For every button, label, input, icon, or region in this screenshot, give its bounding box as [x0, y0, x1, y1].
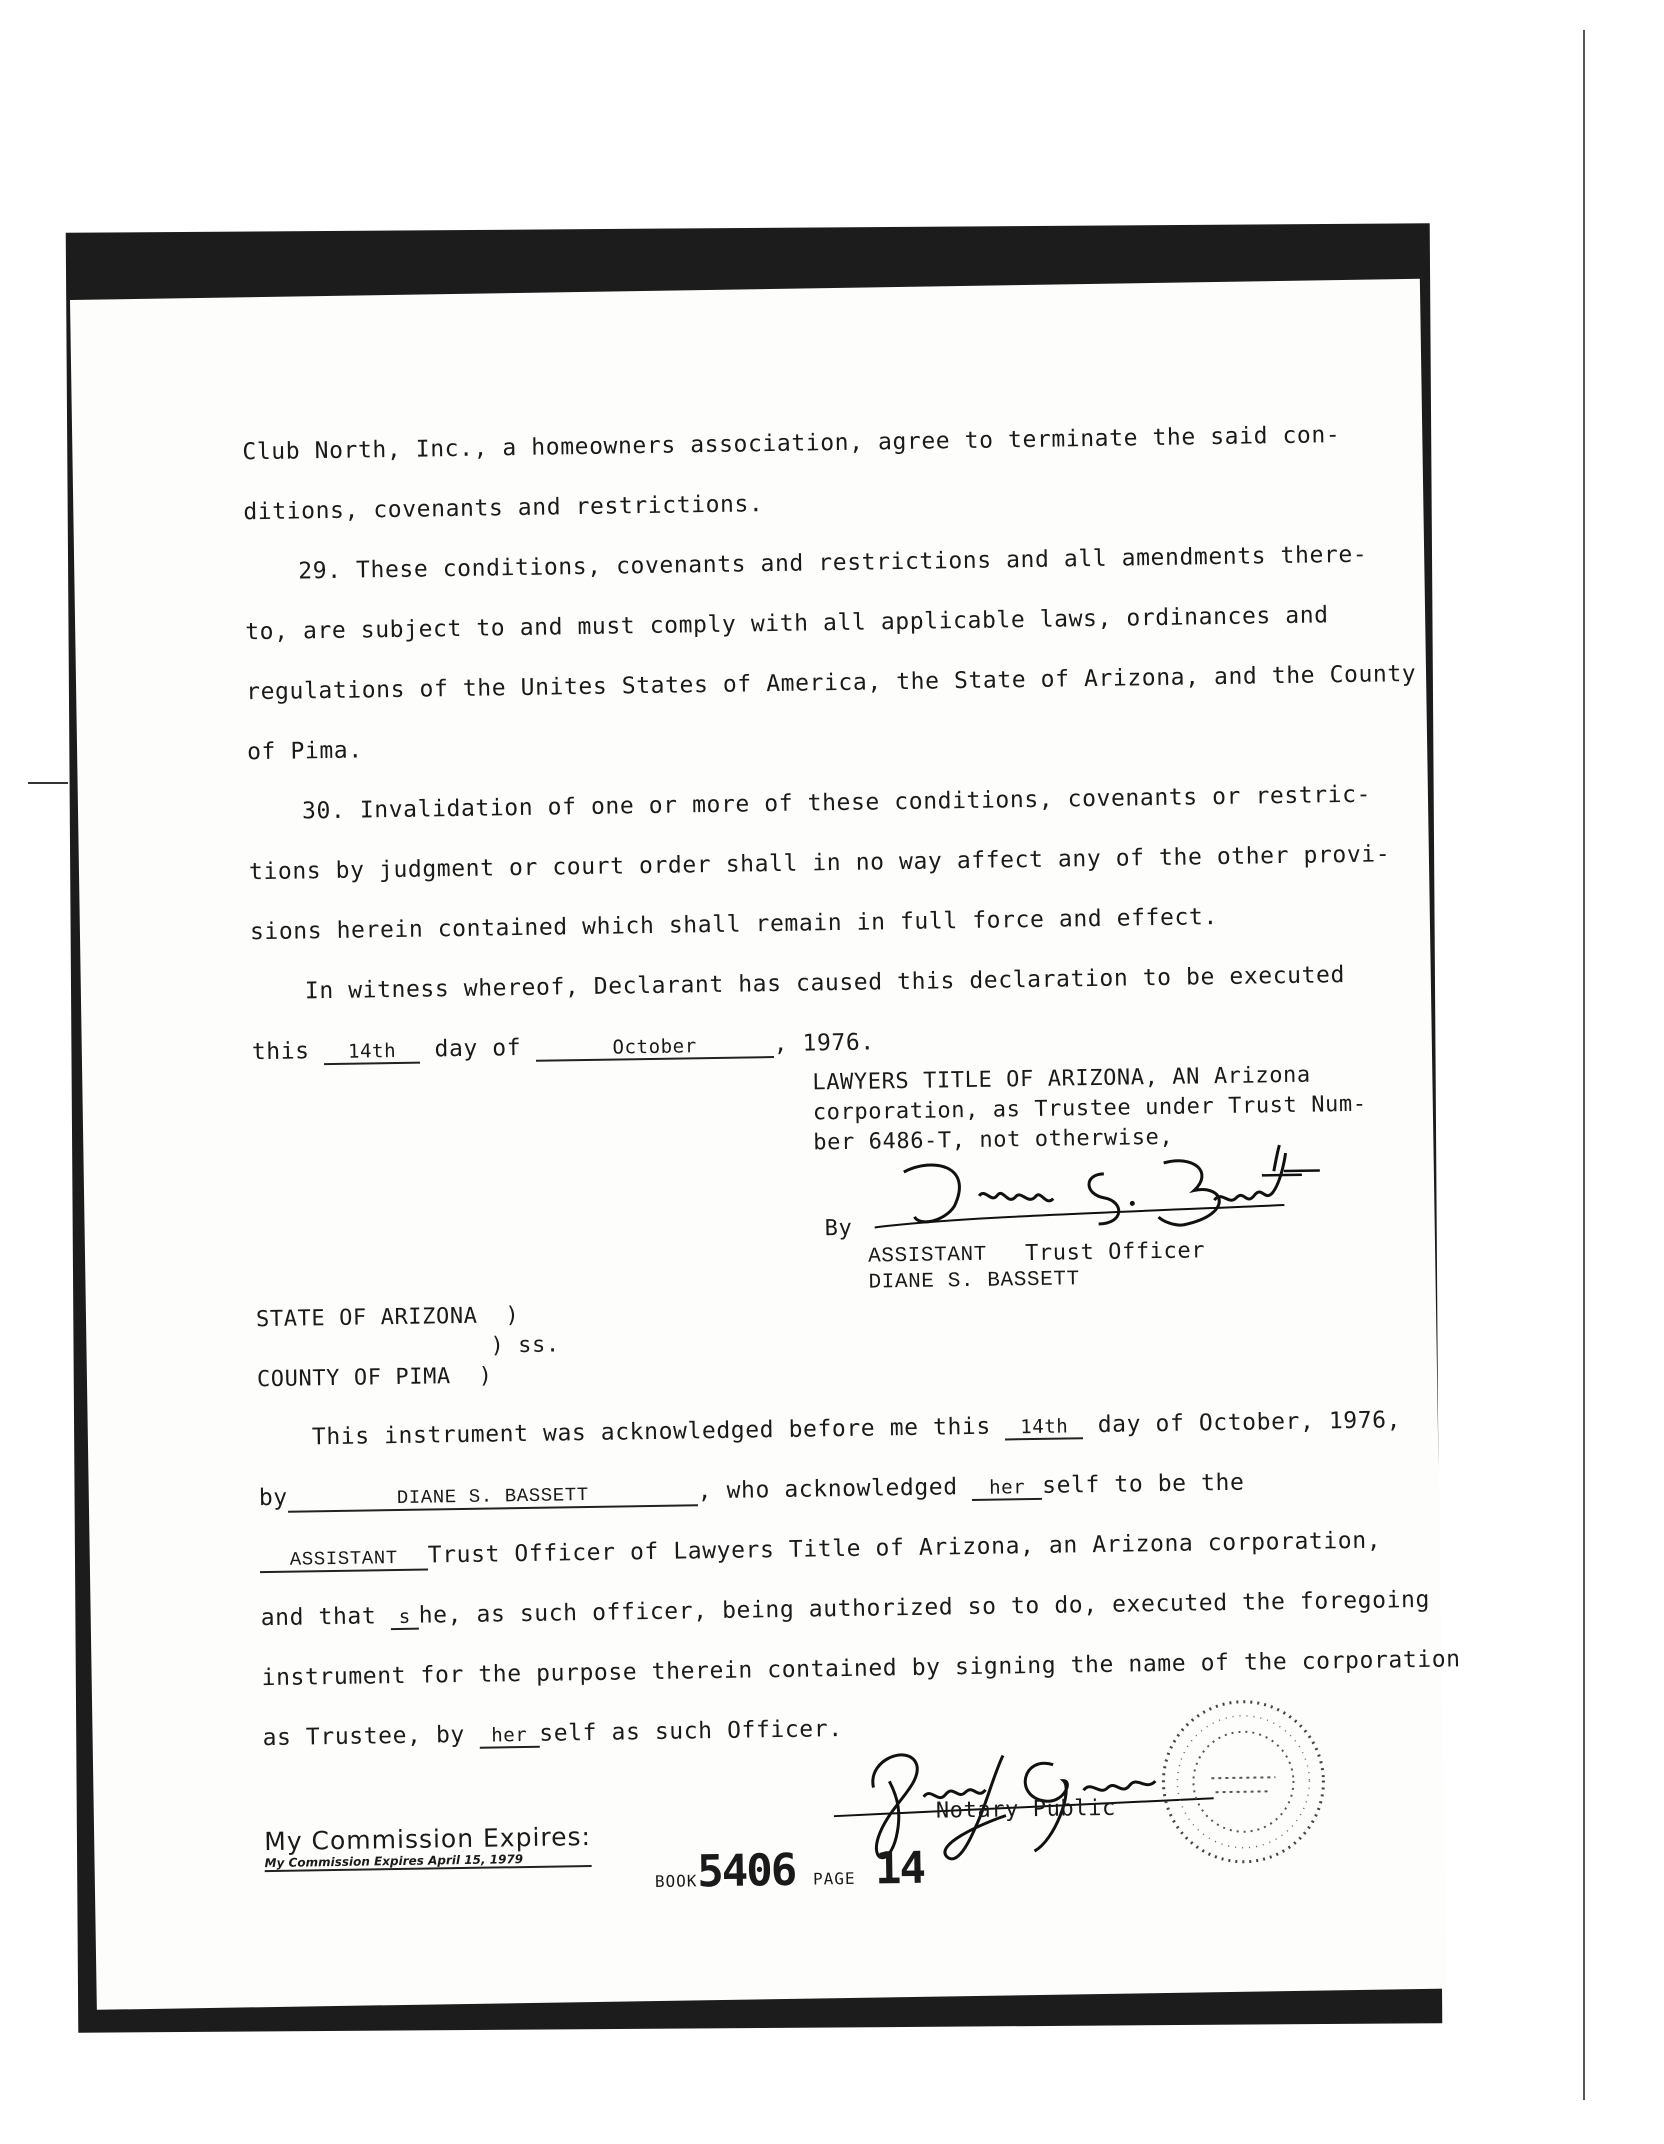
ack-text: self to be the	[1041, 1469, 1245, 1499]
recording-reference	[654, 1843, 924, 1898]
execution-month-blank: October	[535, 1034, 773, 1062]
ack-line-5: instrument for the purpose therein contained by signing the name of the corporation	[261, 1646, 1461, 1692]
body-line: tions by judgment or court order shall in no way affect any of the other provi-	[248, 841, 1391, 886]
venue-state-label: STATE OF ARIZONA	[255, 1303, 478, 1333]
trustee-name-typed: DIANE S. BASSETT	[868, 1268, 1080, 1295]
book-label: BOOK	[654, 1871, 698, 1892]
document-page	[70, 279, 1461, 2010]
ack-text: and that	[260, 1603, 377, 1632]
body-line: ditions, covenants and restrictions.	[243, 491, 764, 526]
ack-line-3	[260, 1528, 1382, 1574]
trustee-line: corporation, as Trustee under Trust Num-	[812, 1091, 1367, 1126]
ack-text: Trust Officer of Lawyers Title of Arizona, an Arizona corporation,	[427, 1527, 1382, 1569]
venue-state	[256, 1303, 520, 1332]
body-line: 30. Invalidation of one or more of these conditions, covenants or restric-	[301, 781, 1372, 825]
ack-line-1	[312, 1407, 1402, 1451]
notary-seal-image	[1152, 1690, 1335, 1873]
commission-expiry-stamp: My Commission Expires April 15, 1979	[264, 1851, 591, 1872]
trustee-title-printed: Trust Officer	[1024, 1238, 1206, 1267]
ack-text: , who acknowledged	[697, 1474, 958, 1505]
execution-date-line	[252, 1029, 875, 1066]
venue-paren: )	[505, 1303, 520, 1329]
trustee-line: ber 6486-T, not otherwise,	[813, 1124, 1174, 1156]
ack-text: as Trustee, by	[262, 1721, 466, 1752]
scan-margin-tick	[28, 782, 68, 784]
ack-text: self as such Officer.	[539, 1716, 843, 1747]
signature-text: Diane S. Bassett	[874, 1237, 909, 1244]
body-line: In witness whereof, Declarant has caused this declaration to be executed	[304, 962, 1346, 1005]
trustee-signature-image	[863, 1139, 1385, 1247]
venue-county	[257, 1363, 493, 1392]
body-line: 29. These conditions, covenants and restrictions and all amendments there-	[298, 541, 1368, 585]
venue-paren: )	[478, 1363, 493, 1389]
ack-text: by	[258, 1484, 288, 1512]
execution-prefix: this	[251, 1038, 310, 1066]
ack-text: This instrument was acknowledged before me this	[311, 1413, 992, 1451]
body-line: Club North, Inc., a homeowners association, agree to terminate the said con-	[242, 422, 1341, 466]
ack-day-blank: 14th	[1005, 1415, 1083, 1440]
ack-line-2	[259, 1470, 1245, 1513]
notary-public-label: Notary Public	[935, 1795, 1117, 1824]
execution-day-blank: 14th	[324, 1040, 420, 1066]
ack-pronoun-blank: her	[479, 1724, 539, 1749]
scan-margin-line	[1583, 30, 1585, 2100]
ack-pronoun-blank: her	[972, 1476, 1042, 1501]
trustee-title-typed: ASSISTANT	[867, 1243, 988, 1269]
body-line: to, are subject to and must comply with all applicable laws, ordinances and	[245, 602, 1329, 646]
ack-text: he, as such officer, being authorized so to do, executed the foregoing	[418, 1586, 1431, 1629]
ack-line-6	[262, 1716, 842, 1752]
body-line: of Pima.	[246, 737, 363, 766]
ack-text: day of October, 1976,	[1097, 1407, 1402, 1438]
body-line: regulations of the Unites States of America, the State of Arizona, and the County	[245, 660, 1417, 706]
body-line: sions herein contained which shall remain in full force and effect.	[249, 904, 1219, 946]
ack-s-blank: s	[391, 1606, 419, 1630]
commission-label: My Commission Expires:	[264, 1822, 592, 1857]
trustee-line: LAWYERS TITLE OF ARIZONA, AN Arizona	[812, 1062, 1311, 1096]
by-label: By	[824, 1215, 853, 1242]
ack-line-4	[261, 1587, 1431, 1632]
page-number: 14	[874, 1842, 925, 1895]
execution-mid: day of	[434, 1035, 522, 1063]
commission-block	[264, 1822, 591, 1872]
page-label: PAGE	[812, 1868, 856, 1889]
venue-ss: ) ss.	[490, 1332, 560, 1359]
execution-suffix: , 1976.	[773, 1029, 875, 1058]
ack-title-blank: ASSISTANT	[260, 1547, 428, 1574]
venue-county-label: COUNTY OF PIMA	[256, 1364, 451, 1393]
book-number: 5406	[696, 1844, 796, 1898]
ack-name-blank: DIANE S. BASSETT	[288, 1482, 698, 1512]
